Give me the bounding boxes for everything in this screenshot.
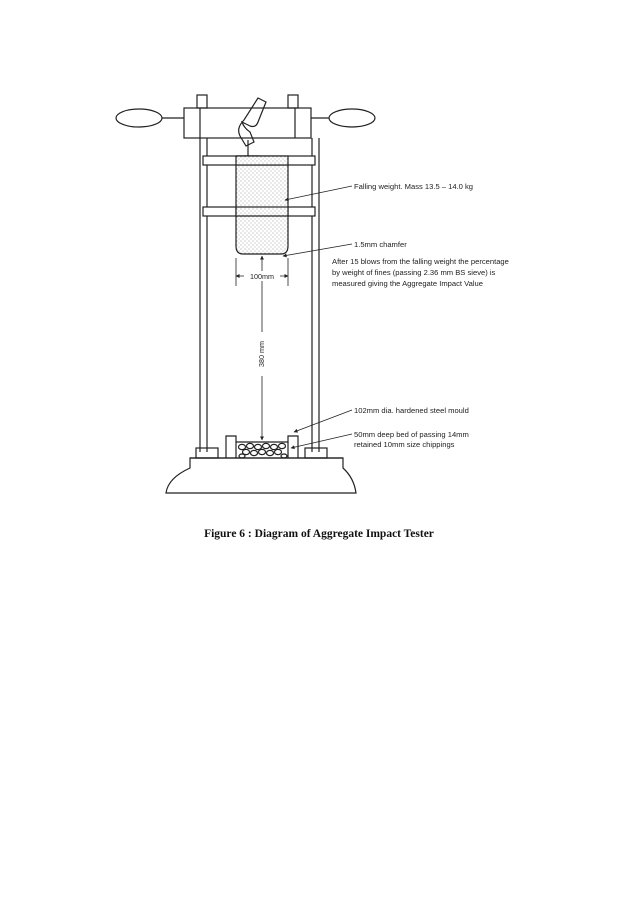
falling-weight xyxy=(236,156,288,254)
release-hook xyxy=(236,98,266,156)
mould-label: 102mm dia. hardened steel mould xyxy=(354,406,469,415)
right-handle xyxy=(311,109,375,127)
chamfer-label: 1.5mm chamfer xyxy=(354,240,407,249)
drop-height-label: 380 mm xyxy=(257,341,266,367)
bed-label-line-1: 50mm deep bed of passing 14mm xyxy=(354,430,469,439)
chamfer-leader xyxy=(283,244,352,256)
right-column xyxy=(312,138,319,452)
aggregate-sample xyxy=(239,443,288,458)
falling-weight-label: Falling weight. Mass 13.5 – 14.0 kg xyxy=(354,182,474,191)
bed-leader xyxy=(291,434,352,448)
note-line-3: measured giving the Aggregate Impact Value xyxy=(332,279,483,288)
width-dimension-label: 100mm xyxy=(250,272,274,281)
left-column xyxy=(200,138,207,452)
bed-label-line-2: retained 10mm size chippings xyxy=(354,440,455,449)
left-handle xyxy=(116,109,184,127)
note-line-2: by weight of fines (passing 2.36 mm BS sieve) is xyxy=(332,268,496,277)
note-line-1: After 15 blows from the falling weight the percentage xyxy=(332,257,509,266)
top-crossbar xyxy=(184,95,311,138)
figure-caption: Figure 6 : Diagram of Aggregate Impact Tester xyxy=(204,528,434,540)
mould-leader xyxy=(294,410,352,432)
